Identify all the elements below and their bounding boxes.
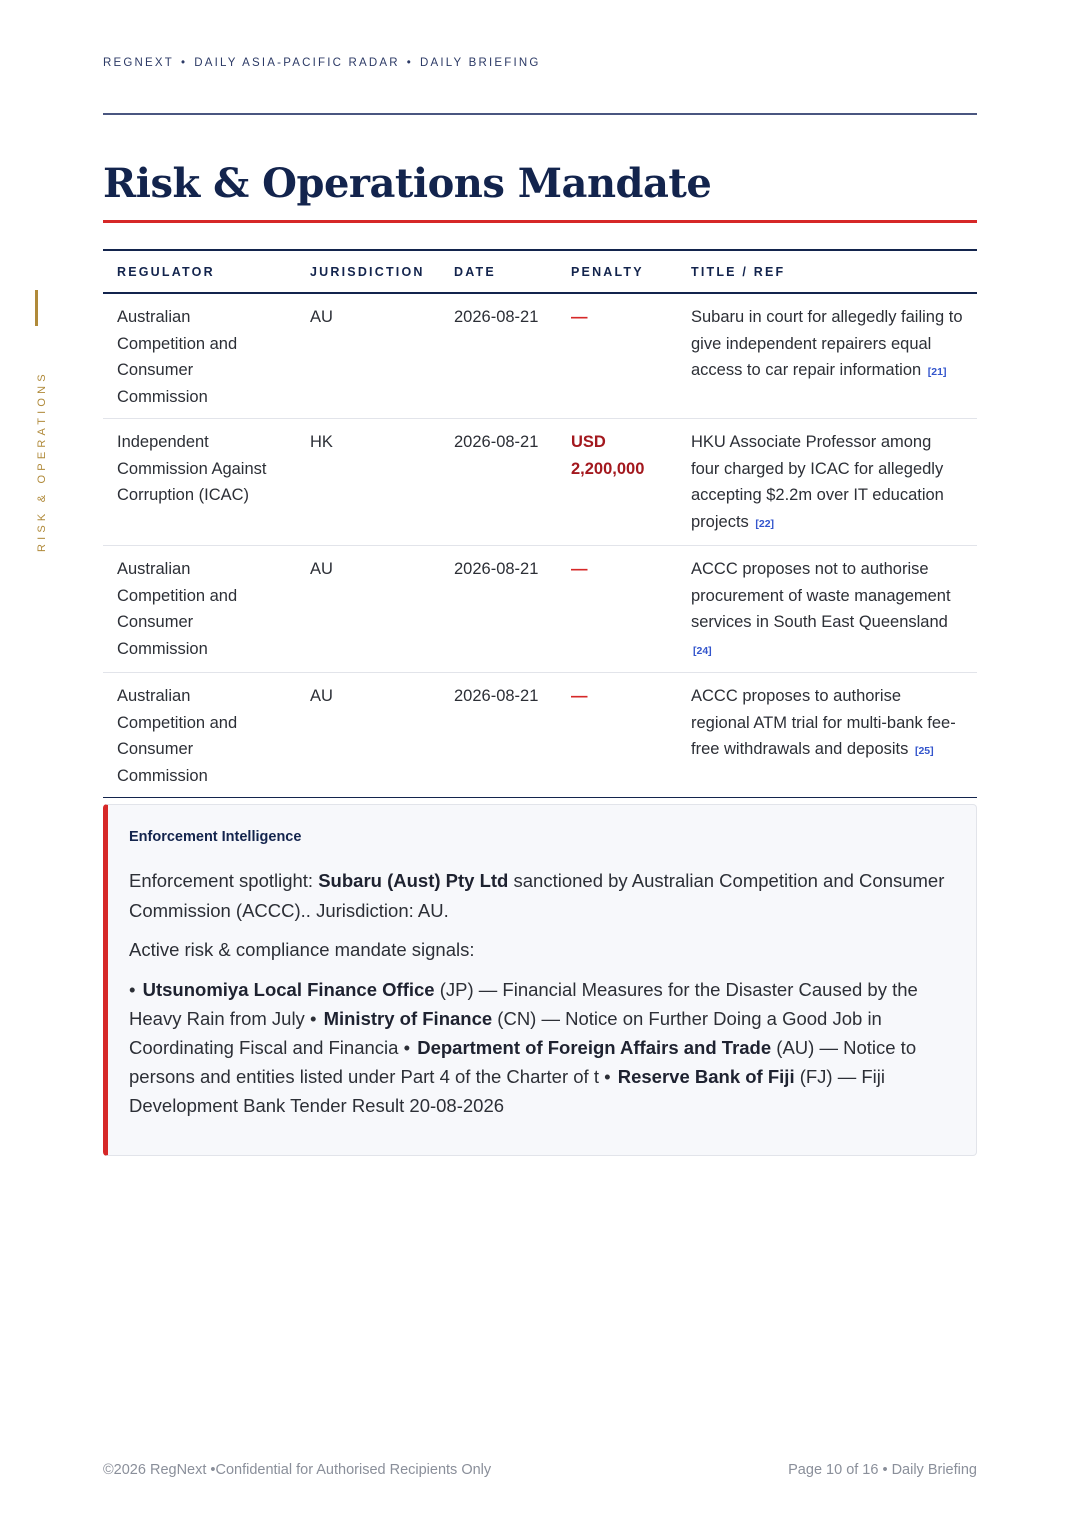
footer-copyright: ©2026 RegNext •Confidential for Authorised Recipients Only: [103, 1462, 492, 1478]
table-row: [103, 293, 977, 419]
bullet: •: [309, 1007, 322, 1029]
signal-detail: (AU) — Notice to persons and entities listed under Part 4 of the Charter of t: [129, 1036, 917, 1087]
column-header-penalty: PENALTY: [557, 250, 677, 293]
panel-title: Enforcement Intelligence: [129, 829, 302, 845]
signal-entity: Utsunomiya Local Finance Office: [142, 978, 435, 1000]
penalty-cell: [557, 673, 677, 798]
jurisdiction-cell: AU: [296, 293, 440, 419]
signal-detail: (JP) — Financial Measures for the Disaster Caused by the Heavy Rain from July: [129, 978, 918, 1029]
enforcement-table: [103, 249, 977, 798]
jurisdiction-cell: HK: [296, 419, 440, 546]
table-row: [103, 546, 977, 673]
penalty-cell: [557, 546, 677, 673]
signals-intro: Active risk & compliance mandate signals:: [129, 939, 475, 960]
section-side-label: RISK & OPERATIONS: [36, 370, 48, 552]
header-edition: DAILY BRIEFING: [420, 57, 541, 69]
table-header-row: [103, 250, 977, 293]
title-cell: [677, 546, 977, 673]
regulator-cell: Independent Commission Against Corruption (ICAC): [103, 419, 296, 546]
date-cell: 2026-08-21: [440, 546, 557, 673]
signal-detail: (FJ) — Fiji Development Bank Tender Result 20-08-2026: [129, 1065, 886, 1116]
regulator-cell: Australian Competition and Consumer Commission: [103, 673, 296, 798]
table-row: [103, 673, 977, 798]
page-title: Risk & Operations Mandate: [103, 160, 712, 207]
penalty-value: USD 2,200,000: [571, 433, 645, 478]
header-separator: •: [181, 57, 188, 69]
date-cell: 2026-08-21: [440, 293, 557, 419]
penalty-cell: [557, 419, 677, 546]
title-cell: [677, 419, 977, 546]
bullet: •: [129, 978, 141, 1000]
table-row: [103, 419, 977, 546]
header-divider: [103, 113, 977, 115]
bullet: •: [604, 1065, 616, 1087]
penalty-value: —: [571, 687, 588, 705]
footer-page-number: Page 10 of 16 • Daily Briefing: [788, 1462, 977, 1478]
section-marker: [35, 290, 38, 326]
regulator-cell: Australian Competition and Consumer Commission: [103, 546, 296, 673]
reference-link[interactable]: [22]: [755, 517, 775, 530]
signal-entity: Reserve Bank of Fiji: [617, 1065, 795, 1087]
spotlight-suffix: sanctioned by Australian Competition and Consumer Commission (ACCC).. Jurisdiction: AU.: [129, 870, 945, 921]
title-cell: [677, 293, 977, 419]
jurisdiction-cell: AU: [296, 546, 440, 673]
column-header-date: DATE: [440, 250, 557, 293]
title-cell: [677, 673, 977, 798]
signal-entity: Department of Foreign Affairs and Trade: [417, 1036, 772, 1058]
regulator-cell: Australian Competition and Consumer Commission: [103, 293, 296, 419]
enforcement-intelligence-panel: [103, 804, 977, 1156]
spotlight-prefix: Enforcement spotlight:: [129, 870, 319, 891]
title-text: Subaru in court for allegedly failing to give independent repairers equal access to car repair information: [691, 308, 963, 379]
title-underline: [103, 220, 977, 223]
title-text: ACCC proposes not to authorise procurement of waste management services in South East Queensland: [691, 560, 951, 631]
date-cell: 2026-08-21: [440, 419, 557, 546]
column-header-jurisdiction: JURISDICTION: [296, 250, 440, 293]
penalty-cell: [557, 293, 677, 419]
running-header: [103, 57, 541, 69]
date-cell: 2026-08-21: [440, 673, 557, 798]
bullet: •: [403, 1036, 416, 1058]
signal-detail: (CN) — Notice on Further Doing a Good Job in Coordinating Fiscal and Financia: [129, 1007, 882, 1058]
column-header-title-ref: TITLE / REF: [677, 250, 977, 293]
title-text: HKU Associate Professor among four charged by ICAC for allegedly accepting $2.2m over IT education projects: [691, 433, 944, 531]
header-separator: •: [406, 57, 414, 69]
reference-link[interactable]: [21]: [927, 366, 947, 378]
signals-list: [129, 975, 952, 1120]
title-text: ACCC proposes to authorise regional ATM trial for multi-bank fee-free withdrawals and deposits: [691, 687, 956, 758]
spotlight-entity: Subaru (Aust) Pty Ltd: [318, 870, 509, 891]
reference-link[interactable]: [24]: [693, 644, 712, 657]
penalty-value: —: [571, 308, 588, 326]
jurisdiction-cell: AU: [296, 673, 440, 798]
spotlight-paragraph: [129, 866, 952, 925]
reference-link[interactable]: [25]: [914, 745, 934, 757]
header-brand: REGNEXT: [103, 57, 174, 69]
signal-entity: Ministry of Finance: [323, 1007, 493, 1029]
column-header-regulator: REGULATOR: [103, 250, 296, 293]
header-product: DAILY ASIA-PACIFIC RADAR: [194, 57, 400, 69]
penalty-value: —: [571, 560, 588, 578]
